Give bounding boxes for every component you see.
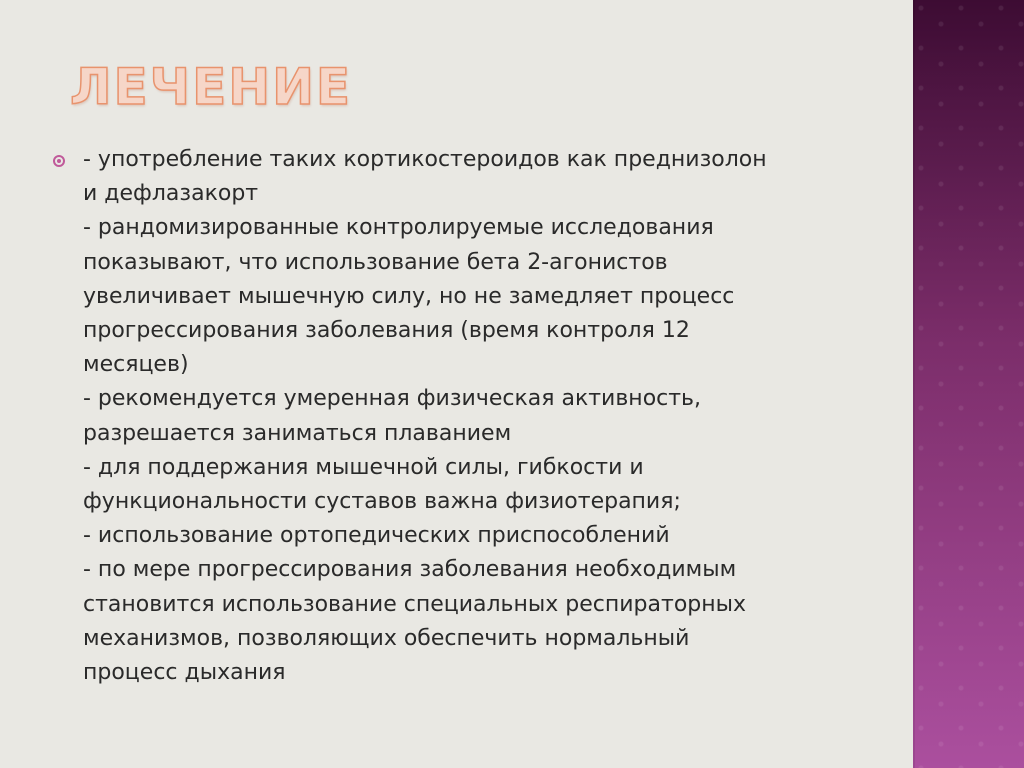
body-line: - использование ортопедических приспособлений [83,523,670,549]
body-line: показывают, что использование бета 2-агонистов [83,249,668,275]
body-line: месяцев) [83,352,189,378]
body-line: - рандомизированные контролируемые исследования [83,215,714,241]
slide-title: ЛЕЧЕНИЕ [70,58,353,116]
body-line: и дефлазакорт [83,181,259,207]
body-line: процесс дыхания [83,660,286,686]
body-line: разрешается заниматься плаванием [83,420,512,446]
body-line: прогрессирования заболевания (время контроля 12 [83,318,690,344]
body-line: механизмов, позволяющих обеспечить нормальный [83,625,690,651]
body-line: - для поддержания мышечной силы, гибкости и [83,454,644,480]
side-panel-pattern [913,0,1024,768]
body-line: становится использование специальных респираторных [83,591,747,617]
body-line: - по мере прогрессирования заболевания необходимым [83,557,737,583]
decorative-side-panel [913,0,1024,768]
body-line: - употребление таких кортикостероидов как преднизолон [83,147,767,172]
circle-bullet-icon [53,155,65,167]
body-line: увеличивает мышечную силу, но не замедляет процесс [83,283,735,309]
body-line: - рекомендуется умеренная физическая активность, [83,386,702,412]
slide-body-text [83,143,873,690]
body-line: функциональности суставов важна физиотерапия; [83,489,681,515]
